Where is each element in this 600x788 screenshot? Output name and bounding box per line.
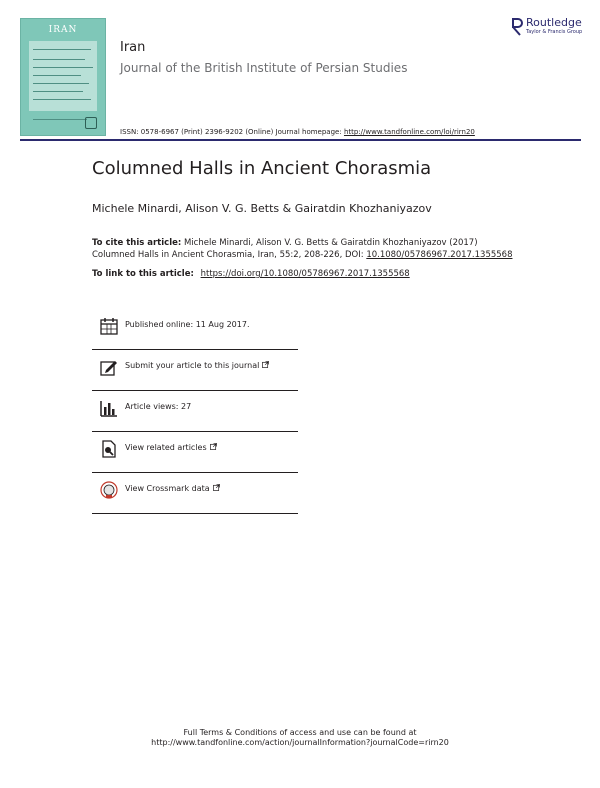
journal-homepage-link[interactable]: http://www.tandfonline.com/loi/rirn20	[343, 128, 475, 136]
publisher-tagline: Taylor & Francis Group	[526, 29, 583, 35]
publisher-logo[interactable]	[511, 17, 582, 37]
cover-line	[33, 75, 81, 76]
submit-article-label: Submit your article to this journal	[125, 361, 269, 370]
published-online-item	[92, 309, 298, 350]
cite-line-2: Columned Halls in Ancient Chorasmia, Iran, 55:2, 208-226, DOI:	[92, 250, 364, 260]
submit-article-item[interactable]	[92, 350, 298, 391]
article-views-item	[92, 391, 298, 432]
citation-block	[92, 237, 562, 261]
bar-chart-icon	[100, 399, 118, 417]
cite-doi-link[interactable]: 10.1080/05786967.2017.1355568	[366, 250, 513, 260]
issn-text: ISSN: 0578-6967 (Print) 2396-9202 (Online) Journal homepage:	[120, 128, 342, 136]
cover-title: IRAN	[48, 25, 78, 35]
cover-logo-icon	[85, 117, 97, 129]
external-link-icon	[262, 361, 269, 368]
cover-line	[33, 67, 93, 68]
crossmark-label: View Crossmark data	[125, 484, 220, 493]
calendar-icon	[100, 317, 118, 335]
link-label: To link to this article:	[92, 269, 194, 279]
cover-line	[33, 83, 89, 84]
related-articles-label: View related articles	[125, 443, 217, 452]
journal-name: Iran	[120, 40, 146, 55]
journal-header	[120, 40, 407, 75]
terms-footer	[0, 728, 600, 748]
document-search-icon	[100, 440, 118, 458]
footer-terms-link[interactable]: http://www.tandfonline.com/action/journalInformation?journalCode=rirn20	[151, 738, 449, 747]
article-views-label: Article views: 27	[125, 402, 192, 411]
edit-icon	[100, 358, 118, 376]
cite-line-1: Michele Minardi, Alison V. G. Betts & Gairatdin Khozhaniyazov (2017)	[183, 238, 478, 248]
cover-line	[33, 119, 87, 120]
issn-line	[120, 128, 475, 136]
article-info-list	[92, 309, 298, 514]
publisher-name: Routledge	[526, 16, 582, 29]
cover-line	[33, 59, 85, 60]
cover-line	[33, 91, 83, 92]
cover-panel	[29, 41, 97, 111]
article-authors: Michele Minardi, Alison V. G. Betts & Gairatdin Khozhaniyazov	[92, 202, 432, 215]
external-link-icon	[213, 484, 220, 491]
header-divider	[20, 139, 581, 141]
footer-line-1: Full Terms & Conditions of access and use can be found at	[183, 728, 417, 737]
external-link-icon	[210, 443, 217, 450]
routledge-logo-icon	[511, 17, 523, 37]
crossmark-icon	[100, 481, 118, 499]
published-online-label: Published online: 11 Aug 2017.	[125, 320, 250, 329]
cover-line	[33, 99, 91, 100]
cover-line	[33, 49, 91, 50]
article-doi-link[interactable]: https://doi.org/10.1080/05786967.2017.1355568	[200, 269, 410, 279]
crossmark-item[interactable]	[92, 473, 298, 514]
article-title: Columned Halls in Ancient Chorasmia	[92, 158, 432, 179]
cite-label: To cite this article:	[92, 238, 182, 248]
journal-subtitle: Journal of the British Institute of Persian Studies	[120, 61, 408, 75]
journal-cover-thumbnail	[20, 18, 106, 136]
article-link-line	[92, 269, 410, 279]
related-articles-item[interactable]	[92, 432, 298, 473]
